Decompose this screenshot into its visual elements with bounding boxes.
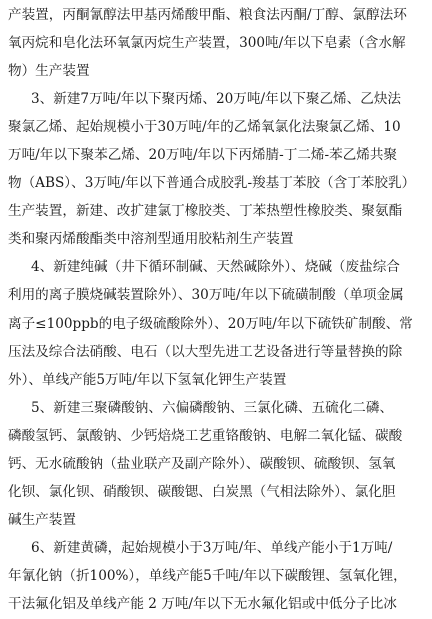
text-line: 碱生产装置 [8,512,76,528]
text-line: 外）、单线产能5万吨/年以下氢氧化钾生产装置 [8,372,287,388]
text-line: 万吨/年以下聚苯乙烯、20万吨/年以下丙烯腈-丁二烯-苯乙烯共聚 [8,147,398,163]
text-line: 物）生产装置 [8,63,90,79]
text-line: 压法及综合法硝酸、电石（以大型先进工艺设备进行等量替换的除 [8,344,403,360]
paragraph-5-first-line: 5、新建三聚磷酸钠、六偏磷酸钠、三氯化磷、五硫化二磷、 [31,400,394,416]
text-line: 类和聚丙烯酸酯类中溶剂型通用胶粘剂生产装置 [8,231,294,247]
text-line: 产装置，丙酮氰醇法甲基丙烯酸甲酯、粮食法丙酮/丁醇、氯醇法环 [8,7,407,23]
text-line: 化钡、氯化钡、硝酸钡、碳酸锶、白炭黑（气相法除外）、氯化胆 [8,484,396,500]
paragraph-6-first-line: 6、新建黄磷，起始规模小于3万吨/年、单线产能小于1万吨/ [31,540,393,556]
text-line: 离子≤100ppb的电子级硫酸除外）、20万吨/年以下硫铁矿制酸、常 [8,316,413,332]
text-line: 钙、无水硫酸钠（盐业联产及副产除外）、碳酸钡、硫酸钡、氢氧 [8,456,396,472]
text-line: 利用的离子膜烧碱装置除外）、30万吨/年以下硫磺制酸（单项金属 [8,287,404,303]
text-line: 磷酸氢钙、氯酸钠、少钙焙烧工艺重铬酸钠、电解二氧化锰、碳酸 [8,428,403,444]
paragraph-3-first-line: 3、新建7万吨/年以下聚丙烯、20万吨/年以下聚乙烯、乙炔法 [31,91,402,107]
text-line: 年氰化钠（折100%），单线产能5千吨/年以下碳酸锂、氢氧化锂， [8,568,407,584]
text-line: 物（ABS）、3万吨/年以下普通合成胶乳-羧基丁苯胶（含丁苯胶乳） [8,175,416,191]
text-line: 氧丙烷和皂化法环氧氯丙烷生产装置，300吨/年以下皂素（含水解 [8,35,406,51]
text-line: 生产装置，新建、改扩建氯丁橡胶类、丁苯热塑性橡胶类、聚氨酯 [8,203,403,219]
paragraph-4-first-line: 4、新建纯碱（井下循环制碱、天然碱除外）、烧碱（废盐综合 [31,259,400,275]
text-line: 聚氯乙烯、起始规模小于30万吨/年的乙烯氧氯化法聚氯乙烯、10 [8,119,401,135]
text-line: 干法氟化铝及单线产能 2 万吨/年以下无水氟化铝或中低分子比冰 [8,596,397,612]
